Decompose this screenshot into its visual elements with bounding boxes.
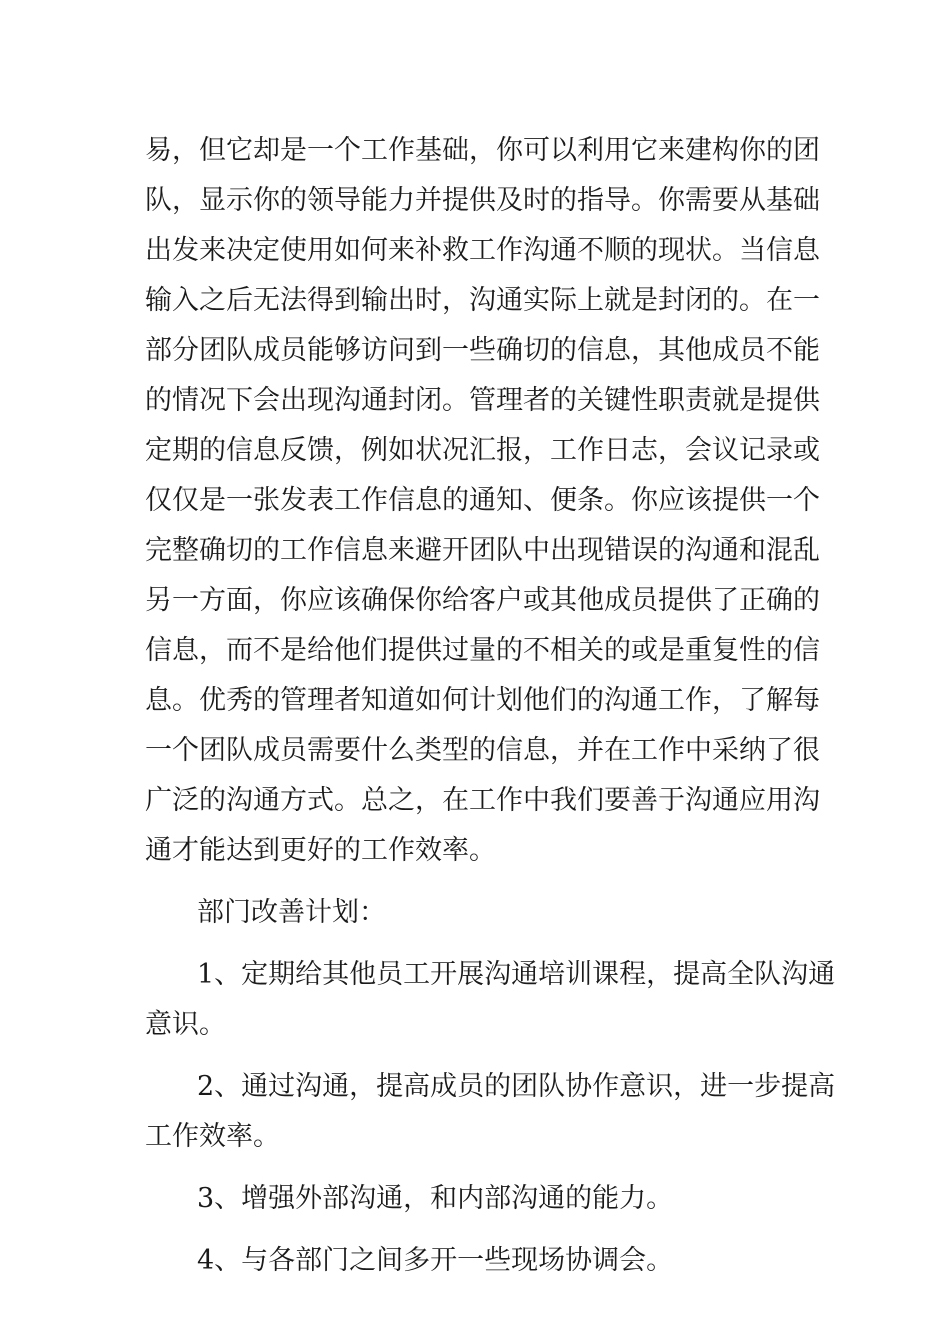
text-line: 出发来决定使用如何来补救工作沟通不顺的现状。当信息 (145, 235, 820, 266)
text-line: 广泛的沟通方式。总之，在工作中我们要善于沟通应用沟 (145, 785, 820, 816)
text-line: 仅仅是一张发表工作信息的通知、便条。你应该提供一个 (145, 485, 820, 516)
text-line: 一个团队成员需要什么类型的信息，并在工作中采纳了很 (145, 735, 820, 766)
plan-item-line: 4、与各部门之间多开一些现场协调会。 (197, 1245, 674, 1276)
plan-item-line: 意识。 (145, 1009, 226, 1040)
plan-item-line: 2、通过沟通，提高成员的团队协作意识，进一步提高 (197, 1071, 836, 1102)
plan-item-1 (145, 950, 836, 1050)
text-line: 输入之后无法得到输出时，沟通实际上就是封闭的。在一 (145, 285, 820, 316)
plan-item-line: 1、定期给其他员工开展沟通培训课程，提高全队沟通 (197, 959, 836, 990)
text-line: 的情况下会出现沟通封闭。管理者的关键性职责就是提供 (145, 385, 820, 416)
text-line: 完整确切的工作信息来避开团队中出现错误的沟通和混乱 (145, 535, 820, 566)
text-line: 易，但它却是一个工作基础，你可以利用它来建构你的团 (145, 135, 820, 166)
text-line: 信息，而不是给他们提供过量的不相关的或是重复性的信 (145, 635, 820, 666)
text-line: 队，显示你的领导能力并提供及时的指导。你需要从基础 (145, 185, 820, 216)
paragraph-continued (145, 126, 820, 876)
text-line: 通才能达到更好的工作效率。 (145, 835, 496, 866)
text-line: 部分团队成员能够访问到一些确切的信息，其他成员不能 (145, 335, 820, 366)
plan-item-2 (145, 1062, 836, 1162)
plan-item-line: 工作效率。 (145, 1121, 280, 1152)
text-line: 另一方面，你应该确保你给客户或其他成员提供了正确的 (145, 585, 820, 616)
text-line: 息。优秀的管理者知道如何计划他们的沟通工作，了解每 (145, 685, 820, 716)
plan-item-line: 3、增强外部沟通，和内部沟通的能力。 (197, 1183, 674, 1214)
document-body (145, 126, 836, 1286)
plan-heading: 部门改善计划： (197, 897, 386, 928)
plan-item-3 (145, 1174, 815, 1224)
plan-item-4 (145, 1236, 815, 1286)
text-line: 定期的信息反馈，例如状况汇报，工作日志，会议记录或 (145, 435, 820, 466)
